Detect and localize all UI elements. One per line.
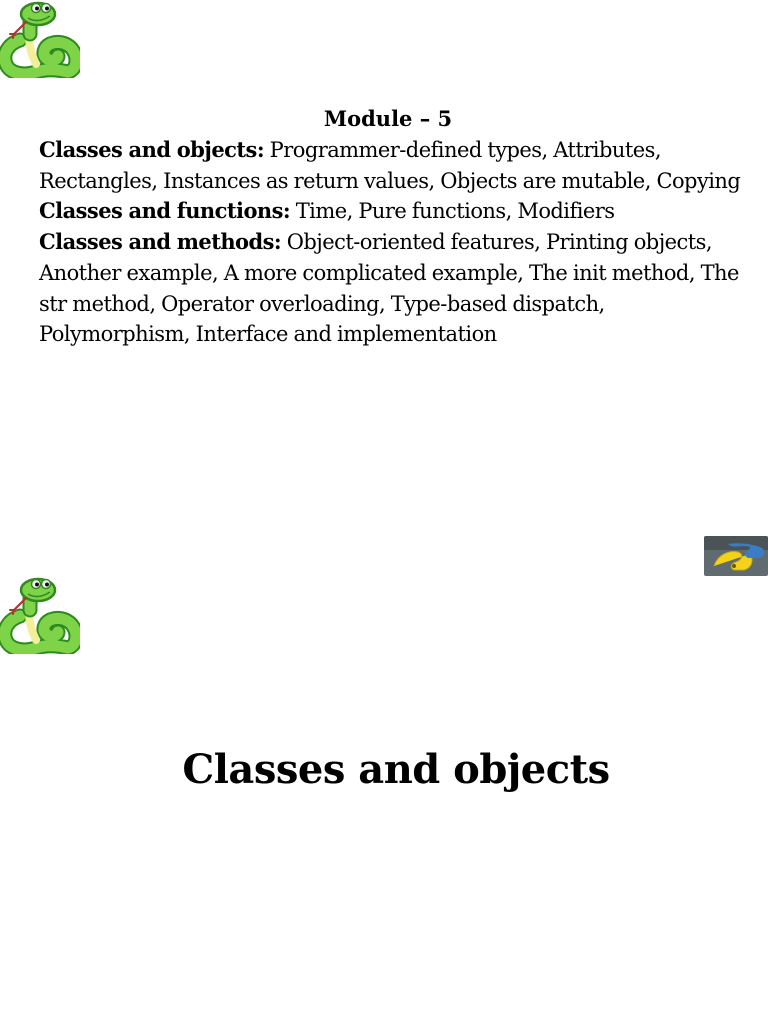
- topic-heading: Classes and methods:: [39, 229, 282, 255]
- python-logo-icon: [704, 536, 768, 576]
- topic-text: Time, Pure functions, Modifiers: [290, 199, 615, 224]
- topic-heading: Classes and objects:: [39, 137, 265, 162]
- slide-title: Classes and objects: [182, 746, 610, 793]
- module-topics: [39, 135, 751, 350]
- topic-classes-and-functions: [39, 196, 751, 227]
- topic-classes-and-objects: [39, 135, 751, 196]
- topic-text: Programmer-defined types, Attributes, Rectangles, Instances as return values, Objects are mutable, Copying: [39, 138, 741, 193]
- slide-classes-and-objects: [0, 512, 768, 1024]
- topic-heading: Classes and functions:: [39, 198, 291, 224]
- snake-mascot-icon: [0, 0, 80, 78]
- module-title: Module – 5: [323, 106, 453, 131]
- topic-text: Object-oriented features, Printing objects, Another example, A more complicated example, The init method, The str method, Operator overloading, Type-based dispatch, Polymorphism, Interface and implementation: [39, 230, 739, 347]
- topic-classes-and-methods: [39, 227, 751, 350]
- snake-mascot-icon: [0, 576, 80, 654]
